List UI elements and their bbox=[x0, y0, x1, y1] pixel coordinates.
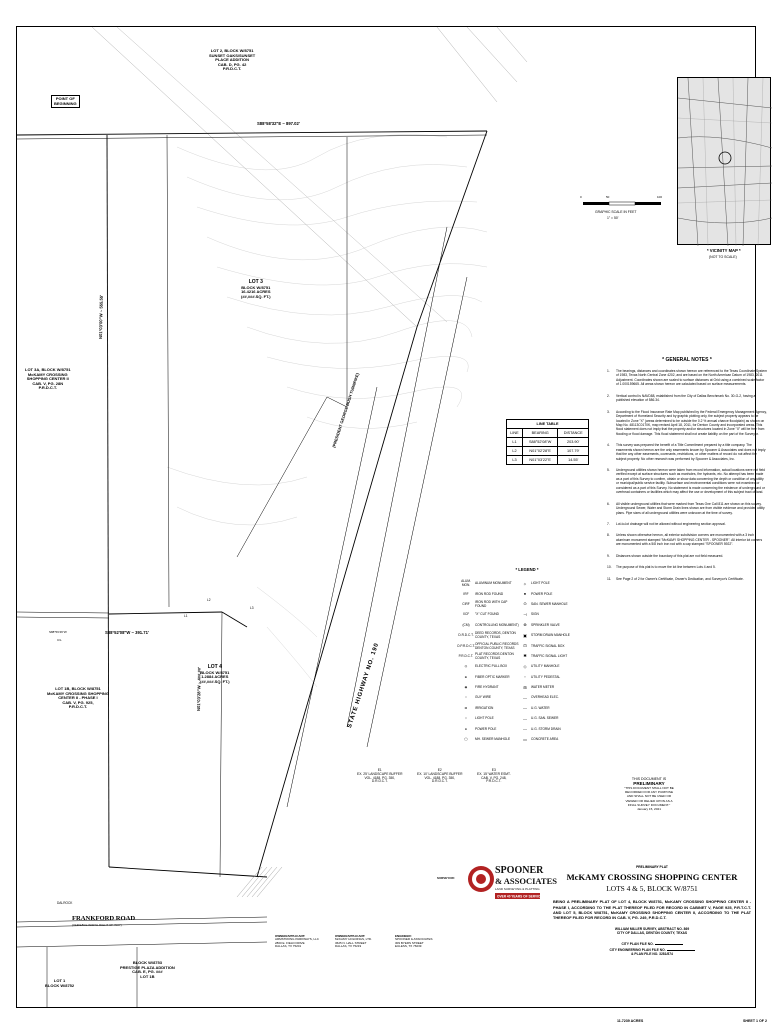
svg-text:OVER 40 YEARS OF SERVICE: OVER 40 YEARS OF SERVICE bbox=[497, 894, 543, 899]
dalrock-label: DALROCK bbox=[57, 901, 73, 905]
note-item: 9. Distances shown outside the boundary of this plat are not field measured. bbox=[607, 553, 724, 558]
note-item: 7. Lot-to-lot drainage will not be allowed without engineering section approval. bbox=[607, 521, 726, 526]
legend-entry: ⊞ WATER METER bbox=[523, 684, 555, 690]
scale-tick-100: 100 bbox=[657, 195, 663, 199]
svg-text:& ASSOCIATES: & ASSOCIATES bbox=[495, 876, 557, 886]
north-row-line-2 bbox=[117, 27, 447, 322]
general-notes-title: * GENERAL NOTES * bbox=[662, 357, 712, 363]
legend-title: * LEGEND * bbox=[515, 567, 539, 572]
legend-entry: ● POWER POLE bbox=[523, 591, 553, 597]
easement-label-e1: E1 EX. 25' LANDSCAPE BUFFER VOL. 4188, PG. 350, D.R.D.C.T. bbox=[357, 768, 403, 784]
title-block bbox=[549, 865, 755, 957]
legend-entry: ⊙ SAN. SEWER MANHOLE bbox=[523, 601, 568, 607]
legend-right-column bbox=[519, 578, 597, 744]
legend-entry: D.R.D.C.T. DEED RECORDS, DENTON COUNTY, TEXAS bbox=[458, 631, 516, 640]
west-bearing-label-2: N01°03'28"W ~ 4##.##' bbox=[196, 666, 202, 712]
title-block-description: BEING A PRELIMINARY PLAT OF LOT 4, BLOCK W/8751, McKAMY CROSSING SHOPPING CENTER II - PHASE I, ACCORDING TO THE PLAT THEREOF FILED FOR RECORD IN CABINET V, PAGE 925, P.R.T.C.T. AND LOT 5, BLOCK W/8751, McKAMY CROSSING SHOPPING CENTER II, ACCORDING TO THE PLAT THEREOF FILED FOR RECORD IN CAB. V, PG. 249, P.R.D.C.T. bbox=[553, 899, 751, 921]
svg-text:SPOONER: SPOONER bbox=[495, 865, 544, 876]
lot2-block-label: LOT 2, BLOCK W/8751 SUNSET OAKS/SUNSET PLACE ADDITION CAB. D, PG. 42 P.R.D.C.T. bbox=[209, 48, 256, 72]
legend bbox=[457, 567, 597, 744]
title-block-survey: WILLIAM MILLER SURVEY, ABSTRACT NO. 869 bbox=[614, 926, 690, 931]
owner-block: OWNER/APPLICANT: ARMSTRONG PARKWAYS, LLC 2800 E. FIELD DRIVE DALLAS, TX 75201 bbox=[275, 934, 319, 949]
legend-entry: ◇ UTILITY MANHOLE bbox=[523, 663, 560, 669]
note-item: 6. All visible underground utilities that were marked from Texas One Call 811 are shown on this survey. Underground Sewer, Water and Storm Drain lines shown are from visible evidence and provided utility plans. Pipe sizes of all underground utilities were unknown at the time of survey. bbox=[607, 501, 765, 515]
spooner-associates-logo bbox=[467, 853, 557, 908]
sheet-number: SHEET 1 OF 2 bbox=[743, 1019, 767, 1023]
bearing-cell: N01°02'28"E bbox=[522, 447, 557, 456]
line-table-header: LINE bbox=[507, 429, 523, 438]
north-bearing-label: S88°58'32"E ~ 897.02' bbox=[257, 121, 300, 126]
frankford-road-sub: (VARIABLE WIDTH RIGHT-OF-WAY) bbox=[72, 923, 122, 927]
highway-label: STATE HIGHWAY NO. 190 bbox=[347, 642, 381, 729]
line-cell: L3 bbox=[507, 456, 523, 465]
title-block-city: CITY OF DALLAS, DENTON COUNTY, TEXAS bbox=[616, 930, 688, 935]
legend-entry: ◯ MH. SEWER MANHOLE bbox=[464, 737, 511, 742]
logo-graphic bbox=[467, 853, 557, 908]
line-table-row bbox=[507, 447, 589, 456]
legend-entry: ● POWER POLE bbox=[465, 726, 497, 731]
general-notes bbox=[607, 357, 767, 588]
city-plan-file: CITY PLAN FILE NO. bbox=[549, 941, 755, 946]
scale-tick-0: 0 bbox=[580, 195, 582, 199]
distance-cell: 107.79' bbox=[558, 447, 589, 456]
legend-entry: ▭ CONCRETE AREA bbox=[523, 736, 559, 742]
legend-left-column bbox=[457, 578, 519, 744]
note-item: 1. The bearings, distances and coordinates shown hereon are referenced to the Texas Coordinate System of 1983, Texas North Central Zone 4202, and are based on the North American Datum of 1983, 2011 Adjustment. Coordinates shown are scaled to surface distances at Grid using a combined scale factor of 1.000159665. All areas shown hereon are calculated based on surface measurements. bbox=[607, 369, 767, 387]
contour-lines bbox=[167, 135, 487, 688]
lot3-label: LOT 3 BLOCK W/8751 16.4216 ACRES (##,###.SQ. FT.) bbox=[241, 279, 271, 299]
label-l2: L2 bbox=[207, 598, 211, 602]
concrete-hatch bbox=[237, 867, 282, 897]
line-cell: L1 bbox=[507, 438, 523, 447]
legend-entry: ALUM. MON. ALUMINUM MONUMENT bbox=[461, 579, 512, 588]
note-item: 11. See Page 2 of 2 for Owner's Certificate, Owner's Dedication, and Surveyor's Certificate. bbox=[607, 576, 744, 581]
bearing-cell: S88°52'08"W bbox=[522, 438, 557, 447]
legend-entry: ⊗ SPRINKLER VALVE bbox=[523, 622, 560, 628]
secondary-lines bbox=[17, 135, 487, 877]
line-table-header: DISTANCE bbox=[558, 429, 589, 438]
title-block-title: McKAMY CROSSING SHOPPING CENTER bbox=[566, 872, 738, 883]
line-cell: L2 bbox=[507, 447, 523, 456]
boundary bbox=[17, 131, 487, 877]
legend-entry: (CM) CONTROLLING MONUMENT) bbox=[462, 622, 519, 627]
legend-entry: O.P.R.D.C.T. OFFICIAL PUBLIC RECORDS DENTON COUNTY, TEXAS bbox=[457, 641, 519, 650]
label-l1: L1 bbox=[184, 614, 188, 618]
distance-cell: 203.90' bbox=[558, 438, 589, 447]
line-table-row bbox=[507, 456, 589, 465]
lot4-label: LOT 4 BLOCK W/8751 1.2884 ACRES (##,###.SQ. FT.) bbox=[200, 664, 230, 684]
note-item: 8. Unless shown otherwise hereon, all exterior subdivision corners are monumented with a 3 inch aluminum monument stamped "McKAMY SHOPPING CENTER - SPOONER". All interior lot corners are monumented with a 5/8 inch iron rod with a cap stamped "SPOONER 5922". bbox=[607, 533, 763, 547]
scale-bar bbox=[583, 202, 661, 205]
legend-entry: ▣ STORM DRAIN MANHOLE bbox=[523, 632, 570, 638]
legend-entry: CIRF IRON ROD WITH CAP FOUND bbox=[462, 599, 508, 608]
legend-entry: ◎ ELECTRIC PULL BOX bbox=[464, 664, 508, 669]
legend-entry: ◉ FIRE HYDRANT bbox=[464, 685, 499, 690]
easement-label-e3: E3 EX. 15' WATER ESMT. CAB. V, PG. 248, P.R.D.C.T. bbox=[477, 768, 511, 784]
vicinity-map bbox=[677, 77, 771, 245]
west-bearing-label: N01°03'00"W ~ 555.55' bbox=[98, 294, 104, 340]
line-table-header: BEARING bbox=[522, 429, 557, 438]
lot1-label: LOT 1 BLOCK W/8752 bbox=[45, 978, 75, 988]
legend-entry: ☼ LIGHT POLE bbox=[523, 580, 550, 586]
block-w8753-label: BLOCK W/8753 PRESTIGE PLAZA ADDITION CAB. E, PG. ### LOT 1B bbox=[120, 960, 175, 979]
vicinity-map-subtitle: (NOT TO SCALE) bbox=[709, 255, 737, 259]
legend-entry: XCF "X" CUT FOUND bbox=[462, 612, 499, 617]
legend-entry: ○ GUY WIRE bbox=[465, 695, 492, 700]
line-table bbox=[506, 419, 589, 465]
plan-file: & PLAN FILE NO. 3281/874 bbox=[631, 952, 673, 957]
title-block-subtitle: LOTS 4 & 5, BLOCK W/8751 bbox=[606, 884, 698, 894]
engineer-block: ENGINEER: SPOONER & ASSOCIATES 309 BYERS STREET EULESS, TX 76039 bbox=[395, 934, 433, 949]
acreage: 11.7239 ACRES bbox=[617, 1019, 644, 1023]
note-item: 2. Vertical control is NAVD88, established from the City of Dallas Benchmark No. 30-G-2, having a published elevation of 586.34. bbox=[607, 393, 756, 403]
vicinity-map-graphic bbox=[678, 78, 772, 246]
scale-ratio: 1" = 50' bbox=[607, 216, 619, 220]
svg-text:LAND SURVEYING & PLATTING: LAND SURVEYING & PLATTING bbox=[495, 887, 540, 891]
sheet-footer bbox=[617, 1019, 767, 1023]
lot3a-label: LOT 3A, BLOCK W/8751 McKAMY CROSSING SHOPPING CENTER II CAB. V, PG. 28N P.R.D.C.T. bbox=[25, 367, 71, 391]
note-item: 10. The purpose of this plat is to move the lot line between Lots 4 and 5. bbox=[607, 565, 716, 570]
legend-entry: ⊠ IRRIGATION bbox=[464, 705, 494, 710]
label-l3: L3 bbox=[250, 606, 254, 610]
distance-cell: 14.55' bbox=[558, 456, 589, 465]
legend-entry: ✱ TRAFFIC SIGNAL LIGHT bbox=[523, 653, 568, 659]
scale-label: GRAPHIC SCALE IN FEET bbox=[595, 210, 637, 214]
scale-tick-50: 50 bbox=[606, 195, 610, 199]
surveyor-label: SURVEYOR: bbox=[437, 876, 455, 880]
vicinity-map-title: * VICINITY MAP * bbox=[707, 248, 741, 253]
legend-entry: — U.G. SAN. SEWER bbox=[523, 715, 559, 721]
legend-entry: — U.G. STORM DRAIN bbox=[523, 726, 561, 732]
preliminary-stamp: THIS DOCUMENT IS PRELIMINARY "THIS DOCUMENT SHALL NOT BE RECORDED FOR ANY PURPOSE AND SHALL NOT BE USED OR VIEWED OR RELIED UPON AS A FINAL SURVEY DOCUMENT." January 15, 2021 bbox=[624, 777, 674, 811]
city-engineering-plan-file: CITY ENGINEERING PLAN FILE NO. bbox=[549, 947, 755, 952]
frankford-road-label: FRANKFORD ROAD bbox=[72, 915, 136, 922]
bearing-cell: N01°03'22"E bbox=[522, 456, 557, 465]
owner2-block: OWNER/APPLICANT: McKAMY HOLDINGS, LTD. 3625 N. HALL STREET DALLAS, TX 75219 bbox=[335, 934, 372, 949]
legend-entry: ▫ UTILITY PEDESTAL bbox=[524, 674, 561, 680]
legend-entry: — OVERHEAD ELEC. bbox=[523, 694, 559, 700]
easement-label-e2: E2 EX. 10' LANDSCAPE BUFFER VOL. 4188, PG. 350, D.R.D.C.T. bbox=[417, 768, 463, 784]
legend-entry: ⊣ SIGN bbox=[523, 611, 539, 617]
road-edge-2 bbox=[497, 27, 527, 62]
note-item: 4. This survey was prepared the benefit of a Title Commitment prepared by a title company. The easements shown hereon are the only easements known by Spooner & Associates and does not imply that the any other easements, covenants, restrictions, or other matters of record do not affect the subject property. No other research was performed by Spooner & Associates, Inc. bbox=[607, 443, 766, 461]
note-item: 3. According to the Flood Insurance Rate Map published by the Federal Emergency Management Agency, Department of Homeland Security and by graphic plotting only, the subject property appears to be located in Zone "X" (areas determined to be outside the 0.2 % annual chance floodplain) as shown on Map No. 48113C0170K, map revised April 18, 2011, for Denton County and incorporated areas. This flood statement does not imply that the property and/or structures located in Zone "X" will be free from flooding or flood damage. This flood statement shall not create liability on the part of the Surveyor. bbox=[607, 409, 767, 436]
legend-entry: — U.G. WATER bbox=[523, 705, 550, 711]
highway-row-label: (PRESIDENT GEORGE BUSH TURNPIKE) bbox=[331, 372, 360, 449]
line-table-caption: LINE TABLE bbox=[507, 420, 589, 429]
legend-entry: ⊡ TRAFFIC SIGNAL BOX bbox=[523, 643, 565, 649]
legend-entry: ☼ LIGHT POLE bbox=[464, 716, 494, 721]
title-block-header: PRELIMINARY PLAT bbox=[636, 865, 668, 869]
south-bearing-label: S88°52'08"W ~ 391.71' bbox=[105, 630, 149, 635]
label-s88: S88°56'46"W bbox=[49, 630, 67, 634]
label-cl: C/L bbox=[57, 638, 62, 642]
legend-entry: P.R.D.C.T. PLAT RECORDS DENTON COUNTY, TEXAS bbox=[458, 651, 514, 660]
lot1b-label: LOT 1B, BLOCK W/8751 McKAMY CROSSING SHOPPING CENTER II - PHASE I CAB. V, PG. 925, P.R.D.C.T. bbox=[47, 686, 109, 710]
legend-entry: ⊕ FIBER OPTIC MARKER bbox=[464, 674, 510, 679]
note-item: 5. Underground utilities shown hereon were taken from record information, actual locations were not field verified except at surface structures such as manholes, fire hydrants, etc. No attempt has been made as a part of this Survey to confirm, obtain or show data concerning the depth or condition of any utility or municipal/public service facility. Subsurface and environmental conditions were not examined or considered as a part of this Survey. No statement is made concerning the existence of underground or overhead containers or facilities which may affect the use or development of this subject tract of land. bbox=[607, 468, 765, 495]
legend-entry: IRF IRON ROD FOUND bbox=[463, 591, 504, 596]
plat-sheet bbox=[16, 26, 767, 1023]
line-table-row bbox=[507, 438, 589, 447]
road-centerline bbox=[437, 27, 497, 102]
point-of-beginning: POINT OF BEGINNING bbox=[51, 95, 80, 108]
